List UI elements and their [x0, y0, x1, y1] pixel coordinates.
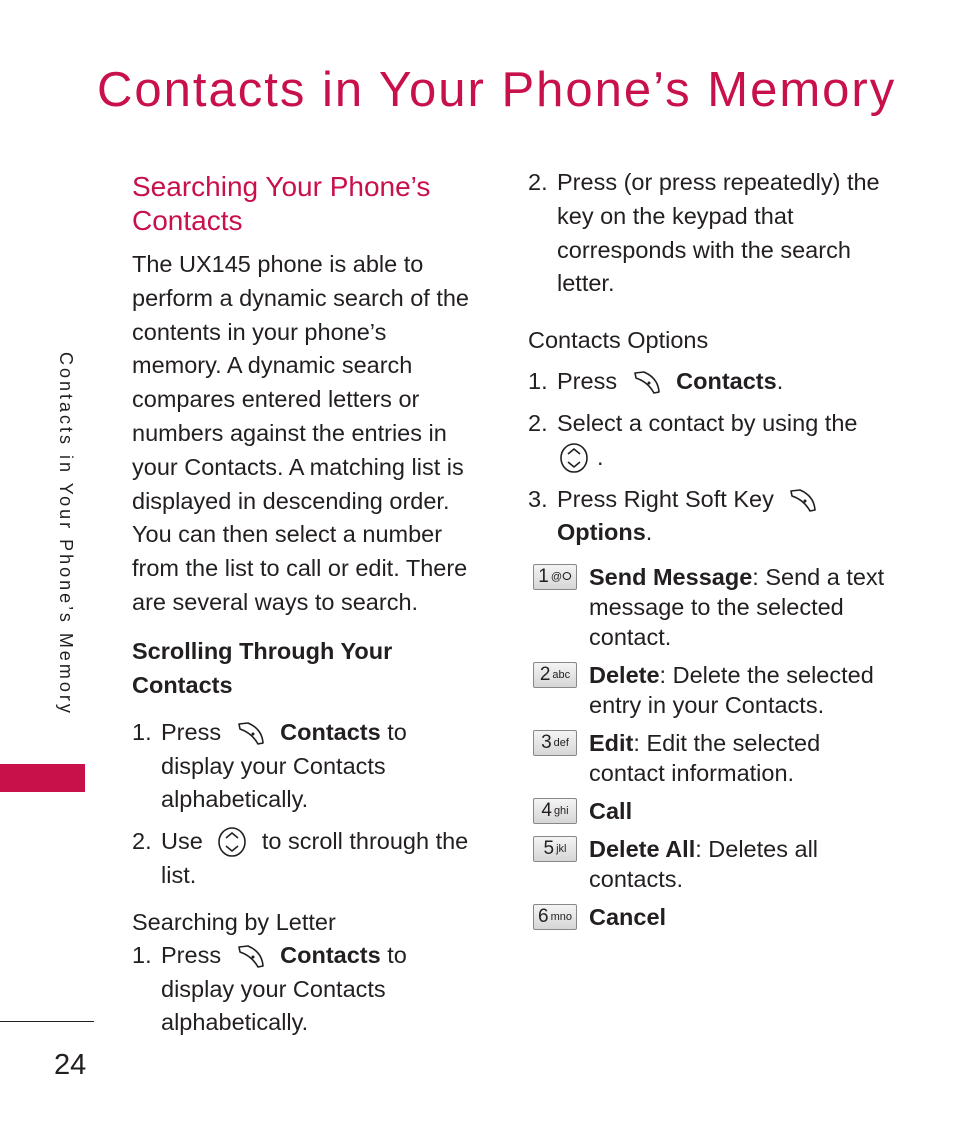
soft-key-icon [236, 720, 266, 746]
navigation-key-icon [217, 827, 247, 857]
soft-key-icon [632, 369, 662, 395]
options-step-3 [528, 483, 888, 551]
soft-key-icon [788, 487, 818, 513]
step-number: 1. [132, 941, 152, 968]
menu-option [528, 562, 888, 652]
contacts-key-label: Contacts [280, 718, 381, 745]
by-letter-step-2 [528, 166, 888, 301]
step-number: 1. [132, 718, 152, 745]
step-number: 2. [132, 828, 152, 855]
scrolling-step-2 [132, 825, 482, 893]
keypad-6-icon: 6 mno [533, 904, 577, 930]
option-label: Delete All [589, 836, 696, 863]
keypad-4-icon: 4 ghi [533, 798, 577, 824]
options-step-1 [528, 365, 888, 399]
options-step-2 [528, 407, 888, 475]
by-letter-heading: Searching by Letter [132, 908, 336, 935]
contacts-key-label: Contacts [280, 941, 381, 968]
option-label: Cancel [589, 904, 667, 931]
options-key-label: Options [557, 519, 646, 546]
step-text: Press (or press repeatedly) the key on the keypad that corresponds with the search letter. [557, 169, 880, 297]
step-number: 2. [528, 409, 548, 436]
step-text: to display your Contacts alphabetically. [161, 941, 407, 1036]
scrolling-step-1 [132, 716, 482, 817]
keypad-2-icon: 2 abc [533, 662, 577, 688]
option-description: : Delete the selected entry in your Contacts. [589, 662, 874, 719]
section-heading: Searching Your Phone’s Contacts [132, 171, 431, 236]
side-section-tab [0, 764, 85, 792]
step-text: Use [161, 828, 203, 855]
step-text: . [597, 443, 604, 470]
menu-option [528, 728, 888, 788]
menu-option [528, 796, 888, 826]
step-text: to scroll through the list. [161, 828, 469, 888]
options-menu-list [528, 562, 888, 932]
navigation-key-icon [559, 443, 589, 473]
intro-paragraph: The UX145 phone is able to perform a dynamic search of the contents in your phone’s memory. A dynamic search compares entered letters or numbers against the entries in your Contacts. A matching list is displayed in descending order. You can then select a number from the list to call or edit. There are several ways to search. [132, 251, 469, 615]
option-description: : Edit the selected contact information. [589, 730, 821, 787]
page-number: 24 [54, 1049, 87, 1081]
keypad-5-icon: 5 jkl [533, 836, 577, 862]
contacts-key-label: Contacts [676, 368, 777, 395]
step-text: . [776, 368, 784, 395]
option-label: Delete [589, 662, 660, 689]
left-column [132, 170, 482, 1048]
step-text: Press Right Soft Key [557, 485, 774, 512]
scrolling-heading: Scrolling Through Your Contacts [132, 637, 393, 698]
by-letter-step-1 [132, 939, 482, 1040]
option-label: Call [589, 798, 633, 825]
option-description: : Send a text message to the selected contact. [589, 564, 885, 651]
menu-option [528, 834, 888, 894]
keypad-3-icon: 3 def [533, 730, 577, 756]
options-heading: Contacts Options [528, 327, 709, 354]
step-text: Press [161, 941, 222, 968]
step-number: 1. [528, 368, 548, 395]
step-text: . [645, 519, 653, 546]
option-description: : Deletes all contacts. [589, 836, 819, 893]
footer-rule [0, 1021, 94, 1022]
step-text: to display your Contacts alphabetically. [161, 718, 407, 813]
step-number: 2. [528, 169, 548, 195]
option-label: Edit [589, 730, 634, 757]
side-section-label: Contacts in Your Phone’s Memory [56, 352, 76, 716]
step-text: Select a contact by using the [557, 409, 858, 436]
step-text: Press [161, 718, 222, 745]
keypad-1-icon: 1 @ⵔ [533, 564, 577, 590]
step-text: Press [557, 368, 618, 395]
menu-option [528, 660, 888, 720]
option-label: Send Message [589, 564, 753, 591]
menu-option [528, 902, 888, 932]
page-title: Contacts in Your Phone’s Memory [97, 63, 897, 117]
right-column [528, 166, 888, 940]
step-number: 3. [528, 485, 548, 512]
soft-key-icon [236, 943, 266, 969]
